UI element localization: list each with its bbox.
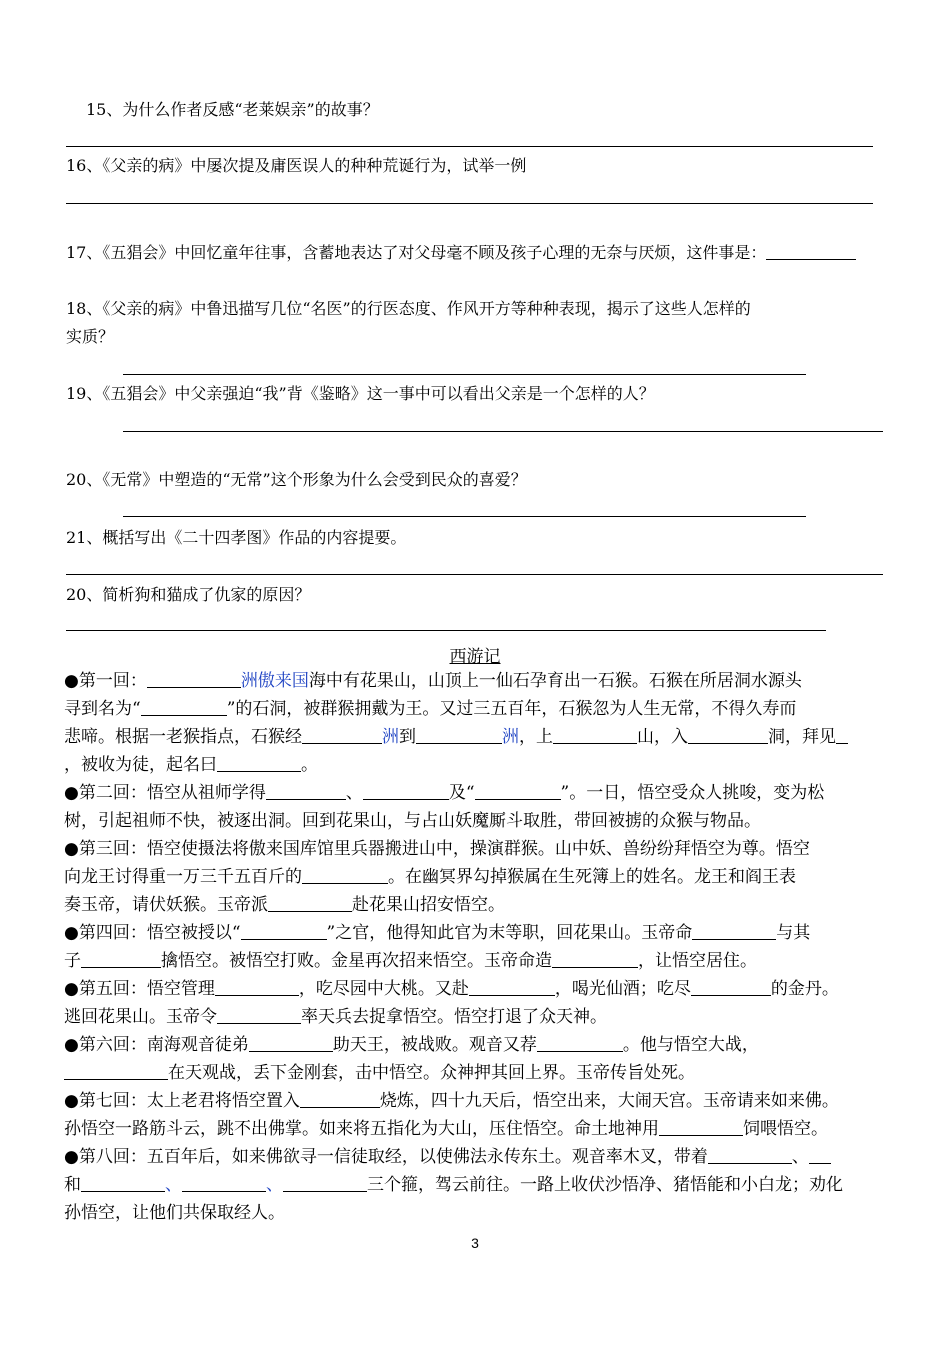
blank[interactable]	[537, 1035, 623, 1052]
question-17-text: 17、《五猖会》中回忆童年往事，含蓄地表达了对父母毫不顾及孩子心理的无奈与厌烦，这件事是：	[66, 243, 767, 262]
blank[interactable]	[241, 923, 327, 940]
chapter-8-line-3: 孙悟空，让他们共保取经人。	[64, 1203, 285, 1223]
blank[interactable]	[215, 979, 299, 996]
blank[interactable]	[81, 1175, 165, 1192]
answer-line-20b[interactable]	[66, 630, 826, 631]
answer-blank-17[interactable]	[766, 243, 856, 260]
blank[interactable]	[302, 867, 388, 884]
blank[interactable]	[268, 895, 352, 912]
question-20: 20、《无常》中塑造的“无常”这个形象为什么会受到民众的喜爱？	[66, 470, 527, 489]
question-15: 15、为什么作者反感“老莱娱亲”的故事？	[86, 100, 379, 119]
blank[interactable]	[217, 1007, 301, 1024]
blank[interactable]	[553, 727, 637, 744]
chapter-1-line-2: 寻到名为“ ”的石洞，被群猴拥戴为王。又过三五百年，石猴忽为人生无常，不得久寿而	[64, 699, 797, 719]
question-19: 19、《五猖会》中父亲强迫“我”背《鉴略》这一事中可以看出父亲是一个怎样的人？	[66, 384, 655, 403]
question-18-line2: 实质？	[66, 327, 115, 346]
chapter-6-line-2: 在天观战，丢下金刚套，击中悟空。众神押其回上界。玉帝传旨处死。	[64, 1059, 904, 1087]
blank[interactable]	[692, 923, 776, 940]
blank[interactable]	[469, 979, 555, 996]
blank[interactable]	[141, 699, 227, 716]
blank[interactable]	[182, 1175, 266, 1192]
blank[interactable]	[64, 1063, 168, 1080]
blank[interactable]	[475, 783, 561, 800]
question-18-line1: 18、《父亲的病》中鲁迅描写几位“名医”的行医态度、作风开方等种种表现，揭示了这些人怎样的	[66, 299, 751, 318]
chapter-5-line-1: ●第五回：悟空管理 ，吃尽园中大桃。又赴 ，喝光仙酒；吃尽 的金丹。	[64, 979, 839, 999]
section-title	[0, 642, 950, 667]
chapter-8-line-2: 和 、 、 三个箍，驾云前往。一路上收伏沙悟净、猪悟能和小白龙；劝化	[64, 1175, 843, 1195]
chapter-1-line-1: ●第一回： 洲傲来国海中有花果山，山顶上一仙石孕育出一石猴。石猴在所居洞水源头	[64, 671, 802, 691]
chapter-1-line-3: 悲啼。根据一老猴指点，石猴经 洲到 洲，上 山，入 洞，拜见	[64, 723, 904, 751]
blank[interactable]	[691, 979, 771, 996]
blank[interactable]	[300, 1091, 380, 1108]
chapter-2-line-2: 树，引起祖师不快，被逐出洞。回到花果山，与占山妖魔厮斗取胜，带回被掳的众猴与物品。	[64, 811, 761, 831]
chapter-7-line-1: ●第七回：太上老君将悟空置入 烧炼，四十九天后，悟空出来，大闹天宫。玉帝请来如来佛。	[64, 1091, 839, 1111]
chapter-4-line-2: 子 擒悟空。被悟空打败。金星再次招来悟空。玉帝命造 ，让悟空居住。	[64, 951, 757, 971]
chapter-2-line-1: ●第二回：悟空从祖师学得 、 及“ ”。一日，悟空受众人挑唆，变为松	[64, 783, 825, 803]
blank[interactable]	[552, 951, 638, 968]
blank[interactable]	[363, 783, 449, 800]
blank[interactable]	[147, 671, 241, 688]
chapter-7-line-2: 孙悟空一路筋斗云，跳不出佛掌。如来将五指化为大山，压住悟空。命土地神用 饲喂悟空。	[64, 1119, 828, 1139]
question-17	[66, 242, 856, 264]
chapter-8-line-1: ●第八回：五百年后，如来佛欲寻一信徒取经，以使佛法永传东土。观音率木叉，带着 、	[64, 1143, 904, 1171]
blank[interactable]	[708, 1147, 792, 1164]
answer-line-18[interactable]	[123, 374, 806, 375]
answer-line-16[interactable]	[66, 203, 873, 204]
chapter-4-line-1: ●第四回：悟空被授以“ ”之官，他得知此官为末等职，回花果山。玉帝命 与其	[64, 923, 811, 943]
answer-line-21[interactable]	[66, 574, 883, 575]
blank[interactable]	[266, 783, 346, 800]
blank[interactable]	[809, 1147, 831, 1164]
section-title-text: 西游记	[449, 647, 501, 667]
chapter-3-line-3: 奏玉帝，请伏妖猴。玉帝派 赴花果山招安悟空。	[64, 895, 505, 915]
chapter-6-line-1: ●第六回：南海观音徒弟 助天王，被战败。观音又荐 。他与悟空大战，	[64, 1035, 759, 1055]
page-number: 3	[471, 1235, 479, 1251]
blank[interactable]	[659, 1119, 743, 1136]
blank[interactable]	[81, 951, 161, 968]
blank[interactable]	[416, 727, 502, 744]
question-20b: 20、简析狗和猫成了仇家的原因？	[66, 585, 311, 604]
chapter-3-line-1: ●第三回：悟空使摄法将傲来国库馆里兵器搬进山中，操演群猴。山中妖、兽纷纷拜悟空为尊。悟空	[64, 839, 810, 859]
blank[interactable]	[302, 727, 382, 744]
blank[interactable]	[836, 727, 848, 744]
answer-line-15[interactable]	[66, 146, 873, 147]
answer-line-20[interactable]	[123, 516, 806, 517]
blank[interactable]	[283, 1175, 367, 1192]
chapter-3-line-2: 向龙王讨得重一万三千五百斤的 。在幽冥界勾掉猴属在生死簿上的姓名。龙王和阎王表	[64, 867, 796, 887]
blank[interactable]	[217, 755, 301, 772]
question-16: 16、《父亲的病》中屡次提及庸医误人的种种荒诞行为，试举一例	[66, 156, 527, 175]
chapter-5-line-2: 逃回花果山。玉帝令 率天兵去捉拿悟空。悟空打退了众天神。	[64, 1007, 607, 1027]
blank[interactable]	[688, 727, 768, 744]
blank[interactable]	[249, 1035, 333, 1052]
question-21: 21、概括写出《二十四孝图》作品的内容提要。	[66, 528, 407, 547]
chapter-1-line-4: ，被收为徒，起名曰 。	[64, 755, 318, 775]
answer-line-19[interactable]	[123, 431, 883, 432]
chapter-summaries	[64, 667, 904, 1227]
